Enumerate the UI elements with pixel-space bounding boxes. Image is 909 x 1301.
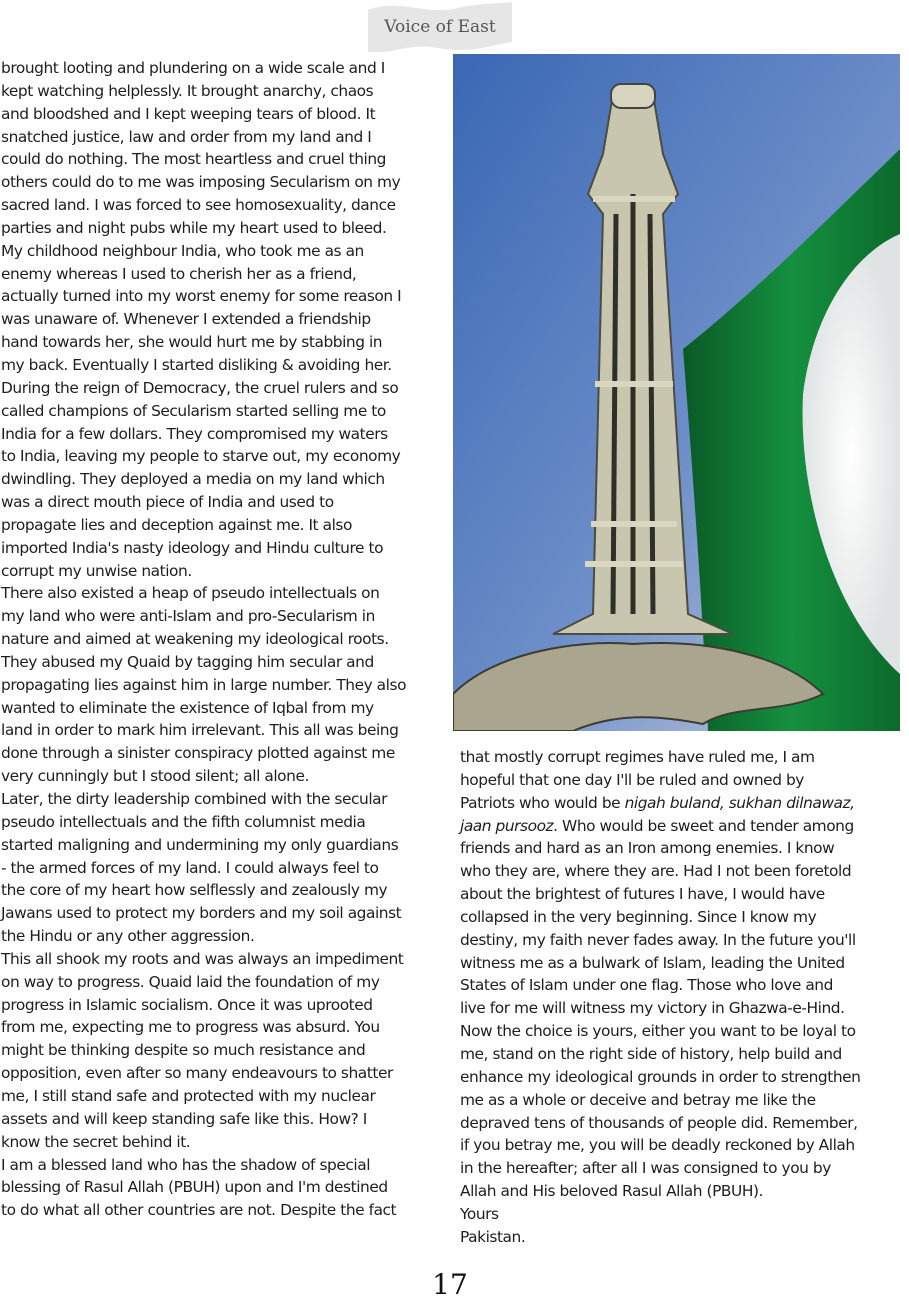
text-line: and bloodshed and I kept weeping tears of blood. It: [1, 104, 376, 123]
text-line: hopeful that one day I'll be ruled and owned by: [460, 770, 804, 789]
text-line: opposition, even after so many endeavours to shatter: [1, 1064, 393, 1083]
text-line: know the secret behind it.: [1, 1132, 191, 1151]
urdu-phrase-italic: jaan pursooz: [460, 816, 554, 835]
text-line: might be thinking despite so much resistance and: [1, 1041, 366, 1060]
text-line: assets and will keep standing safe like this. How? I: [1, 1109, 367, 1128]
text-line: who they are, where they are. Had I not been foretold: [460, 862, 852, 881]
text-line: nature and aimed at weakening my ideological roots.: [1, 630, 389, 649]
text-line: propagating lies against him in large number. They also: [1, 675, 407, 694]
text-line: land in order to mark him irrelevant. This all was being: [1, 721, 399, 740]
text-line: others could do to me was imposing Secularism on my: [1, 173, 401, 192]
text-line: I am a blessed land who has the shadow of special: [1, 1155, 371, 1174]
text-line: kept watching helplessly. It brought anarchy, chaos: [1, 81, 374, 100]
text-line: parties and night pubs while my heart used to bleed.: [1, 218, 387, 237]
text-line: imported India's nasty ideology and Hindu culture to: [1, 538, 384, 557]
text-line: on way to progress. Quaid laid the foundation of my: [1, 972, 380, 991]
text-line: This all shook my roots and was always an impediment: [1, 949, 404, 968]
text-line: enemy whereas I used to cherish her as a friend,: [1, 264, 357, 283]
text-line: was unaware of. Whenever I extended a friendship: [1, 310, 371, 329]
text-line: me, I still stand safe and protected with my nuclear: [1, 1086, 376, 1105]
text-line: India for a few dollars. They compromised my waters: [1, 424, 388, 443]
text-line: my land who were anti-Islam and pro-Secularism in: [1, 607, 375, 626]
text-line: They abused my Quaid by tagging him secular and: [1, 652, 374, 671]
text-line: [460, 792, 909, 815]
text-span: . Who would be sweet and tender among: [553, 816, 854, 835]
text-line: enhance my ideological grounds in order to strengthen: [460, 1067, 861, 1086]
text-line: wanted to eliminate the existence of Iqbal from my: [1, 698, 374, 717]
text-line: friends and hard as an Iron among enemies. I know: [460, 839, 835, 858]
page-number: 17: [432, 1268, 468, 1301]
right-column-remaining-lines: [460, 837, 909, 1248]
left-text-column: [1, 57, 449, 1222]
text-line: Now the choice is yours, either you want to be loyal to: [460, 1022, 856, 1041]
text-line: Pakistan.: [460, 1227, 526, 1246]
text-line: destiny, my faith never fades away. In the future you'll: [460, 930, 856, 949]
urdu-phrase-italic: nigah buland, sukhan dilnawaz,: [624, 793, 855, 812]
text-line: blessing of Rasul Allah (PBUH) upon and I'm destined: [1, 1178, 388, 1197]
text-line: about the brightest of futures I have, I would have: [460, 885, 825, 904]
text-line: [460, 815, 909, 838]
text-line: progress in Islamic socialism. Once it was uprooted: [1, 995, 373, 1014]
text-line: Allah and His beloved Rasul Allah (PBUH).: [460, 1182, 763, 1201]
text-line: During the reign of Democracy, the cruel rulers and so: [1, 378, 399, 397]
right-text-column: [460, 746, 909, 1249]
text-line: from me, expecting me to progress was absurd. You: [1, 1018, 380, 1037]
text-line: me, stand on the right side of history, help build and: [460, 1044, 842, 1063]
text-line: very cunningly but I stood silent; all alone.: [1, 767, 309, 786]
text-line: called champions of Secularism started selling me to: [1, 401, 386, 420]
text-line: Later, the dirty leadership combined with the secular: [1, 790, 388, 808]
text-line: There also existed a heap of pseudo intellectuals on: [1, 584, 380, 603]
magazine-header: [368, 2, 512, 52]
text-line: propagate lies and deception against me. It also: [1, 515, 352, 534]
text-line: My childhood neighbour India, who took me as an: [1, 241, 364, 260]
text-line: Jawans used to protect my borders and my soil against: [1, 904, 402, 923]
text-line: dwindling. They deployed a media on my land which: [1, 470, 385, 489]
text-span: Patriots who would be: [460, 793, 625, 812]
text-line: could do nothing. The most heartless and cruel thing: [1, 150, 386, 169]
text-line: snatched justice, law and order from my land and I: [1, 127, 372, 146]
text-line: sacred land. I was forced to see homosexuality, dance: [1, 196, 396, 215]
magazine-title: Voice of East: [384, 17, 496, 37]
text-line: the Hindu or any other aggression.: [1, 927, 255, 946]
text-line: witness me as a bulwark of Islam, leading the United: [460, 953, 845, 972]
minar-e-pakistan-photo: [453, 54, 900, 731]
minar-flag-illustration: [453, 54, 900, 731]
text-line: if you betray me, you will be deadly reckoned by Allah: [460, 1136, 855, 1155]
text-line: depraved tens of thousands of people did. Remember,: [460, 1113, 858, 1132]
text-line: collapsed in the very beginning. Since I know my: [460, 907, 817, 926]
text-line: was a direct mouth piece of India and used to: [1, 493, 334, 512]
text-line: done through a sinister conspiracy plotted against me: [1, 744, 395, 763]
text-line: - the armed forces of my land. I could always feel to: [1, 858, 379, 877]
text-line: pseudo intellectuals and the fifth columnist media: [1, 812, 366, 831]
text-line: started maligning and undermining my only guardians: [1, 835, 399, 854]
text-line: to India, leaving my people to starve out, my economy: [1, 447, 401, 466]
text-line: actually turned into my worst enemy for some reason I: [1, 287, 402, 306]
text-line: to do what all other countries are not. Despite the fact: [1, 1201, 397, 1220]
text-line: me as a whole or deceive and betray me like the: [460, 1090, 816, 1109]
text-line: my back. Eventually I started disliking & avoiding her.: [1, 355, 392, 374]
text-line: the core of my heart how selflessly and zealously my: [1, 881, 388, 900]
text-line: corrupt my unwise nation.: [1, 561, 192, 580]
text-line: States of Islam under one flag. Those who love and: [460, 976, 833, 995]
text-line: that mostly corrupt regimes have ruled me, I am: [460, 748, 815, 766]
text-line: brought looting and plundering on a wide scale and I: [1, 59, 385, 77]
text-line: Yours: [460, 1204, 499, 1223]
text-line: hand towards her, she would hurt me by stabbing in: [1, 333, 383, 352]
text-line: live for me will witness my victory in Ghazwa-e-Hind.: [460, 999, 845, 1018]
text-line: in the hereafter; after all I was consigned to you by: [460, 1159, 831, 1178]
